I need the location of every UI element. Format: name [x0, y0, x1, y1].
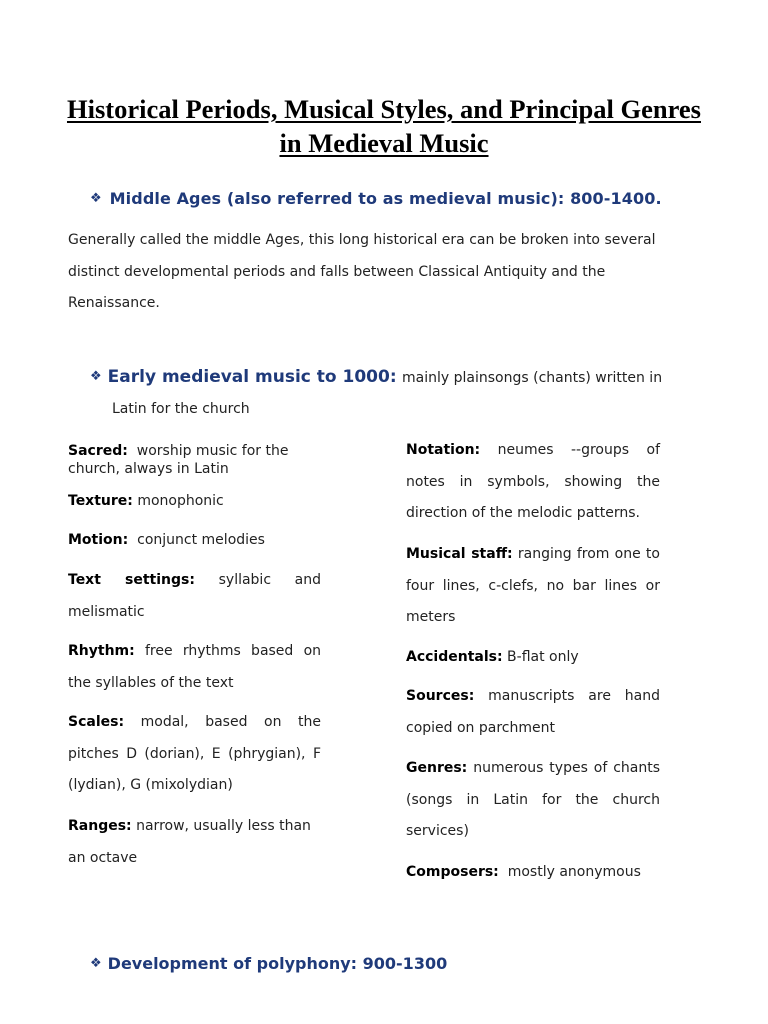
list-item [68, 565, 321, 628]
section-heading-text: Development of polyphony: 900-1300 [107, 954, 448, 973]
diamond-bullet-icon: ❖ [90, 191, 102, 206]
list-item [68, 492, 321, 510]
section-heading-description-cont: Latin for the church [112, 401, 250, 417]
list-item [406, 435, 660, 530]
section-heading-description: mainly plainsongs (chants) written in [402, 370, 663, 386]
item-text: neumes --groups of notes in symbols, showing the direction of the melodic patterns. [406, 442, 661, 521]
item-label: Musical staff: [406, 546, 513, 562]
list-item [406, 539, 660, 634]
item-label: Text settings: [68, 572, 195, 588]
item-label: Sources: [406, 688, 475, 704]
section-heading-early-medieval [90, 367, 662, 387]
item-label: Genres: [406, 760, 468, 776]
item-label: Scales: [68, 714, 125, 730]
item-label: Texture: [68, 493, 133, 509]
document-title: Historical Periods, Musical Styles, and Principal Genres in Medieval Music [66, 94, 701, 158]
item-label: Accidentals: [406, 649, 503, 665]
list-item [406, 753, 660, 848]
list-item [68, 531, 321, 549]
list-item [406, 863, 660, 881]
list-item [406, 642, 660, 674]
item-label: Motion: [68, 532, 129, 548]
list-item [68, 707, 321, 802]
item-label: Notation: [406, 442, 481, 458]
item-text: modal, based on the pitches D (dorian), E (phrygian), F (lydian), G (mixolydian) [68, 714, 321, 793]
item-text: free rhythms based on the syllables of the text [68, 643, 322, 691]
intro-paragraph: Generally called the middle Ages, this long historical era can be broken into several distinct developmental periods and falls between Classical Antiquity and the Renaissance. [68, 232, 656, 311]
item-label: Rhythm: [68, 643, 135, 659]
item-text: narrow, usually less than an octave [68, 818, 311, 866]
item-text: manuscripts are hand copied on parchment [406, 688, 660, 736]
item-label: Sacred: [68, 443, 128, 459]
item-text: conjunct melodies [137, 532, 265, 548]
diamond-bullet-icon: ❖ [90, 956, 102, 971]
item-label: Composers: [406, 864, 499, 880]
list-item [68, 811, 321, 874]
list-item [406, 681, 660, 744]
item-text: monophonic [137, 493, 224, 509]
section-heading-polyphony [90, 954, 447, 973]
section-heading-text: Early medieval music to 1000: [107, 367, 397, 387]
item-text: numerous types of chants (songs in Latin for the church services) [406, 760, 660, 839]
section-heading-middle-ages [90, 189, 662, 208]
section-heading-text: Middle Ages (also referred to as medieval music): 800-1400. [109, 189, 662, 208]
diamond-bullet-icon: ❖ [90, 369, 102, 384]
item-text: syllabic and melismatic [68, 572, 322, 620]
item-text: worship music for the church, always in Latin [68, 443, 289, 477]
list-item [68, 442, 321, 478]
item-label: Ranges: [68, 818, 132, 834]
item-text: mostly anonymous [507, 864, 641, 880]
list-item [68, 636, 321, 699]
item-text: B-flat only [507, 649, 579, 665]
item-text: ranging from one to four lines, c-clefs, no bar lines or meters [406, 546, 660, 625]
